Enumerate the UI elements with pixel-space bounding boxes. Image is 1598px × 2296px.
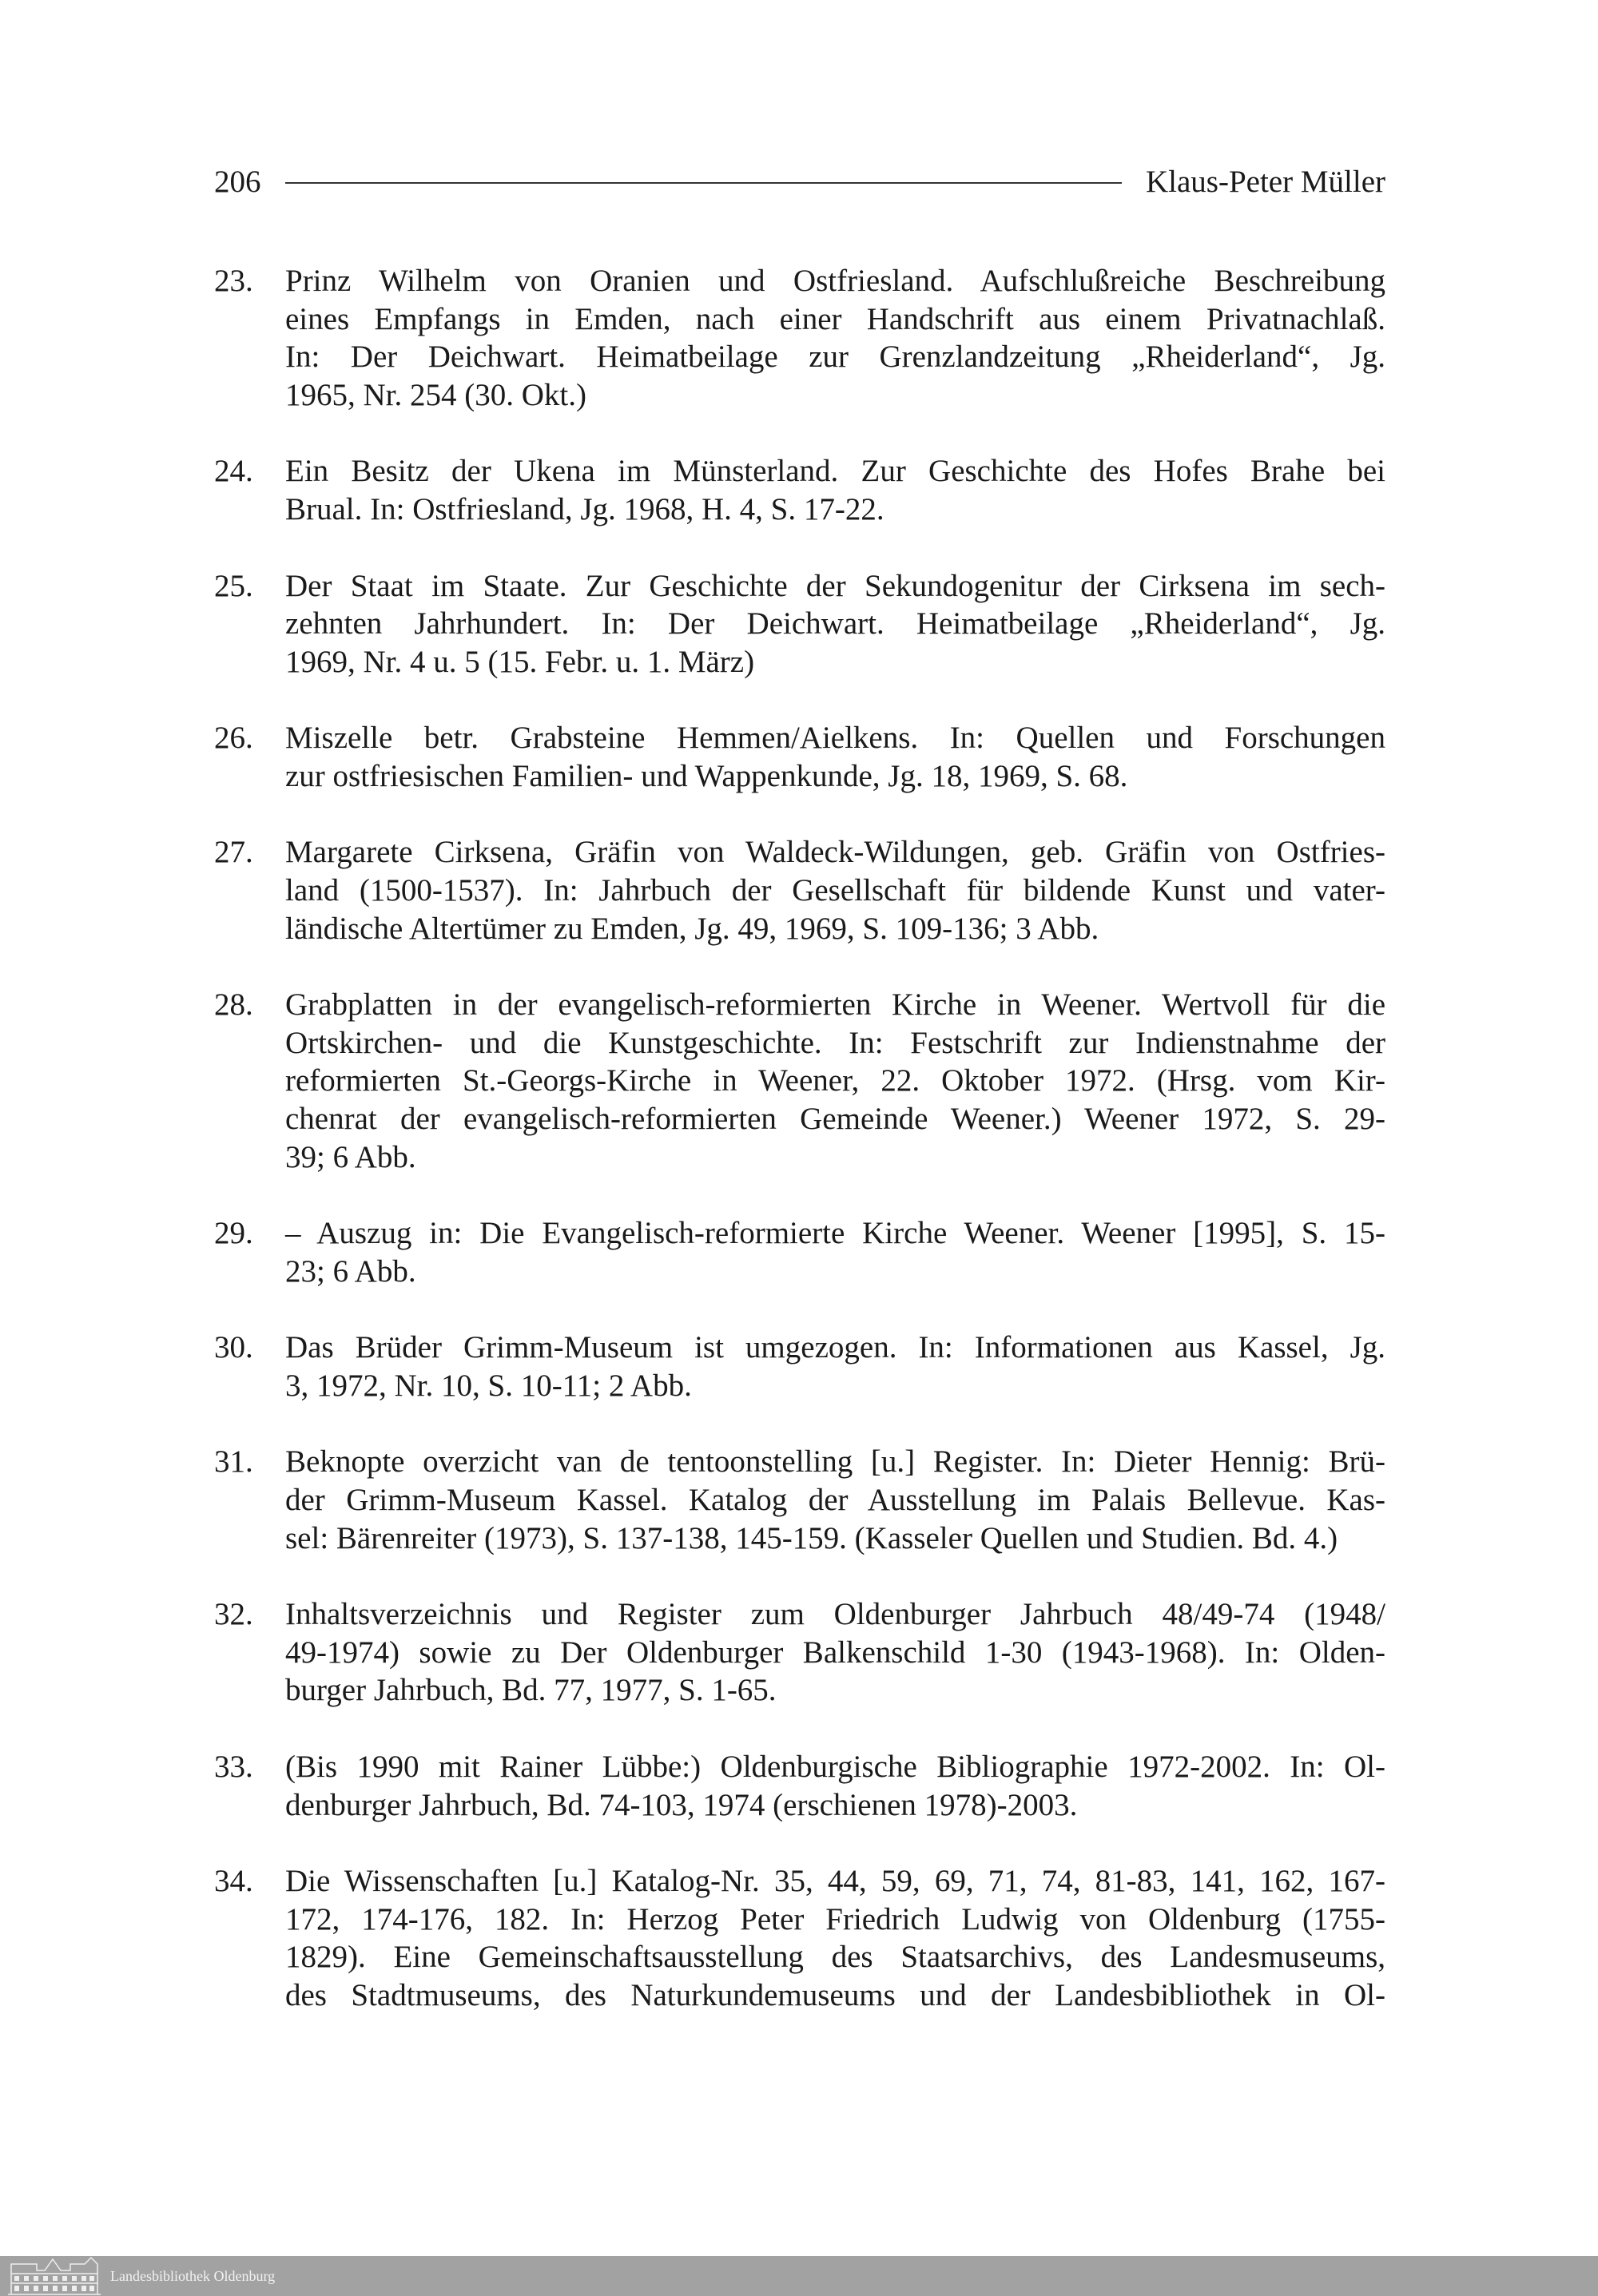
entry-line: Grabplatten in der evangelisch-reformierten Kirche in Weener. Wertvoll für die — [285, 987, 1385, 1023]
entry-line: der Grimm-Museum Kassel. Katalog der Ausstellung im Palais Bellevue. Kas- — [285, 1483, 1385, 1517]
entry-number: 29. — [214, 1216, 253, 1251]
library-building-icon — [5, 2256, 102, 2296]
footer-bar — [0, 2256, 1598, 2296]
entry-line: Ortskirchen- und die Kunstgeschichte. In: Festschrift zur Indienstnahme der — [285, 1025, 1385, 1060]
bibliography-entry — [214, 719, 1385, 795]
header-rule — [285, 182, 1122, 184]
entry-text — [285, 986, 1385, 1176]
entry-line: denburger Jahrbuch, Bd. 74-103, 1974 (erschienen 1978)-2003. — [285, 1787, 1078, 1822]
bibliography-entry — [214, 1862, 1385, 2015]
entry-line: Die Wissenschaften [u.] Katalog-Nr. 35, 44, 59, 69, 71, 74, 81-83, 141, 162, 167- — [285, 1863, 1385, 1898]
entry-number: 32. — [214, 1597, 253, 1632]
entry-number: 28. — [214, 987, 253, 1023]
entry-line: 39; 6 Abb. — [285, 1139, 416, 1174]
entry-line: Inhaltsverzeichnis und Register zum Oldenburger Jahrbuch 48/49-74 (1948/ — [285, 1597, 1385, 1632]
entry-line: reformierten St.-Georgs-Kirche in Weener, 22. Oktober 1972. (Hrsg. vom Kir- — [285, 1063, 1385, 1098]
entry-line: 1829). Eine Gemeinschaftsausstellung des Staatsarchivs, des Landesmuseums, — [285, 1940, 1385, 1975]
entry-text — [285, 262, 1385, 415]
entry-line: – Auszug in: Die Evangelisch-reformierte Kirche Weener. Weener [1995], S. 15- — [285, 1216, 1385, 1251]
bibliography-entry — [214, 986, 1385, 1176]
entry-line: Der Staat im Staate. Zur Geschichte der Sekundogenitur der Cirksena im sech- — [285, 568, 1385, 603]
entry-line: (Bis 1990 mit Rainer Lübbe:) Oldenburgische Bibliographie 1972-2002. In: Ol- — [285, 1749, 1385, 1784]
bibliography-entry — [214, 262, 1385, 415]
entry-line: ländische Altertümer zu Emden, Jg. 49, 1969, S. 109-136; 3 Abb. — [285, 911, 1099, 946]
entry-line: Ein Besitz der Ukena im Münsterland. Zur Geschichte des Hofes Brahe bei — [285, 454, 1385, 489]
entry-number: 31. — [214, 1444, 253, 1480]
bibliography-entry — [214, 1214, 1385, 1290]
entry-line: sel: Bärenreiter (1973), S. 137-138, 145-159. (Kasseler Quellen und Studien. Bd. 4.) — [285, 1520, 1338, 1555]
entry-line: eines Empfangs in Emden, nach einer Handschrift aus einem Privatnachlaß. — [285, 301, 1385, 336]
entry-line: des Stadtmuseums, des Naturkundemuseums und der Landesbibliothek in Ol- — [285, 1977, 1385, 2012]
entry-line: 23; 6 Abb. — [285, 1253, 416, 1289]
entry-line: zehnten Jahrhundert. In: Der Deichwart. Heimatbeilage „Rheiderland“, Jg. — [285, 606, 1385, 642]
entry-line: burger Jahrbuch, Bd. 77, 1977, S. 1-65. — [285, 1673, 777, 1708]
entry-line: 49-1974) sowie zu Der Oldenburger Balkenschild 1-30 (1943-1968). In: Olden- — [285, 1635, 1385, 1670]
entry-line: chenrat der evangelisch-reformierten Gemeinde Weener.) Weener 1972, S. 29- — [285, 1102, 1385, 1137]
entry-text — [285, 719, 1385, 795]
entry-text — [285, 1862, 1385, 2015]
entry-line: Miszelle betr. Grabsteine Hemmen/Aielkens. In: Quellen und Forschungen — [285, 721, 1385, 756]
entry-line: 3, 1972, Nr. 10, S. 10-11; 2 Abb. — [285, 1368, 692, 1403]
entry-number: 23. — [214, 264, 253, 298]
entry-text — [285, 1214, 1385, 1290]
bibliography-entry — [214, 833, 1385, 947]
entry-line: Margarete Cirksena, Gräfin von Waldeck-Wildungen, geb. Gräfin von Ostfries- — [285, 835, 1385, 870]
entry-line: In: Der Deichwart. Heimatbeilage zur Grenzlandzeitung „Rheiderland“, Jg. — [285, 340, 1385, 375]
entry-number: 33. — [214, 1749, 253, 1784]
entry-text — [285, 1329, 1385, 1404]
bibliography-entry — [214, 1748, 1385, 1824]
bibliography-entry — [214, 1329, 1385, 1404]
library-name: Landesbibliothek Oldenburg — [110, 2267, 276, 2284]
entry-line: Das Brüder Grimm-Museum ist umgezogen. In: Informationen aus Kassel, Jg. — [285, 1330, 1385, 1365]
entry-line: 172, 174-176, 182. In: Herzog Peter Friedrich Ludwig von Oldenburg (1755- — [285, 1901, 1385, 1937]
bibliography-entry — [214, 452, 1385, 528]
entry-number: 24. — [214, 454, 253, 489]
entry-line: zur ostfriesischen Familien- und Wappenkunde, Jg. 18, 1969, S. 68. — [285, 758, 1128, 793]
entry-text — [285, 452, 1385, 528]
running-header — [214, 160, 1385, 203]
bibliography-list — [214, 262, 1385, 2052]
entry-text — [285, 1443, 1385, 1557]
entry-text — [285, 1595, 1385, 1710]
entry-line: Prinz Wilhelm von Oranien und Ostfriesland. Aufschlußreiche Beschreibung — [285, 264, 1385, 298]
entry-line: 1965, Nr. 254 (30. Okt.) — [285, 378, 586, 413]
entry-line: 1969, Nr. 4 u. 5 (15. Febr. u. 1. März) — [285, 644, 755, 679]
entry-number: 34. — [214, 1863, 253, 1898]
entry-number: 30. — [214, 1330, 253, 1365]
running-author: Klaus-Peter Müller — [1145, 164, 1385, 199]
entry-number: 27. — [214, 835, 253, 870]
entry-number: 26. — [214, 721, 253, 756]
entry-text — [285, 1748, 1385, 1824]
entry-number: 25. — [214, 568, 253, 603]
entry-line: land (1500-1537). In: Jahrbuch der Gesellschaft für bildende Kunst und vater- — [285, 873, 1385, 908]
bibliography-entry — [214, 1443, 1385, 1557]
entry-line: Beknopte overzicht van de tentoonstelling [u.] Register. In: Dieter Hennig: Brü- — [285, 1444, 1385, 1480]
bibliography-entry — [214, 1595, 1385, 1710]
page-number: 206 — [214, 164, 261, 199]
entry-text — [285, 833, 1385, 947]
entry-line: Brual. In: Ostfriesland, Jg. 1968, H. 4, S. 17-22. — [285, 492, 884, 527]
bibliography-entry — [214, 567, 1385, 681]
entry-text — [285, 567, 1385, 681]
